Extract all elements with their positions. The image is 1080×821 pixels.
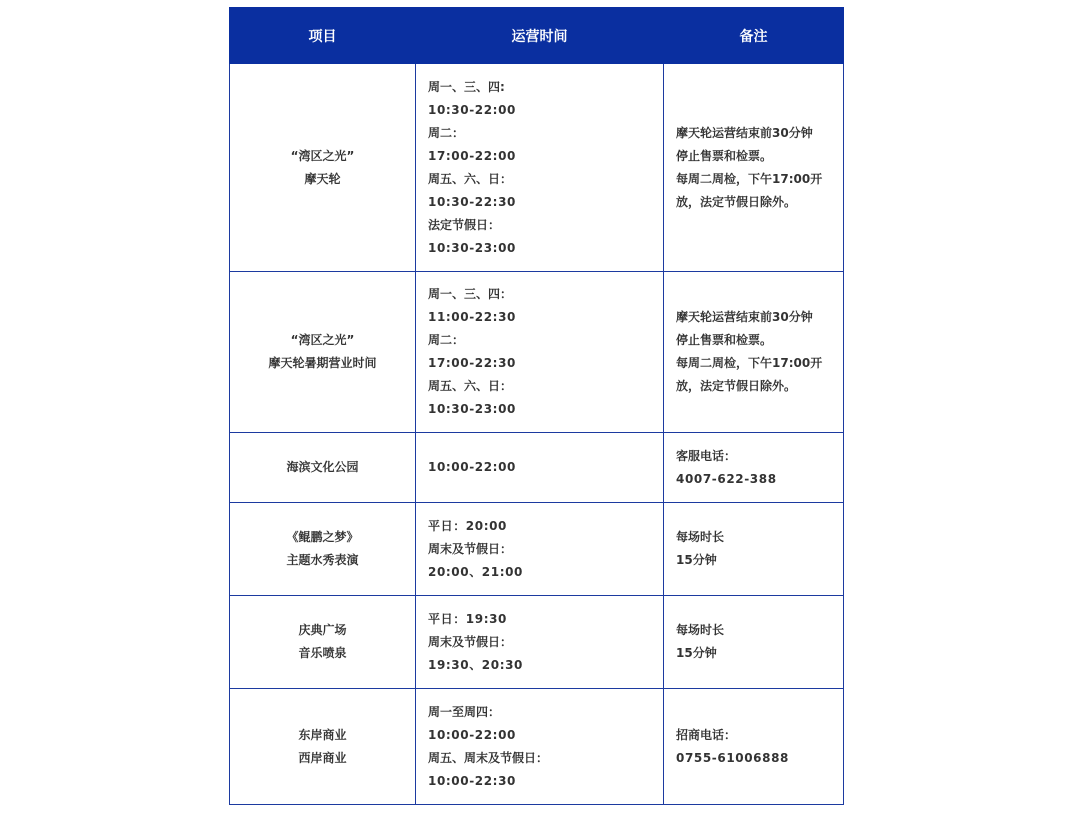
hours-line: 11:00-22:30 <box>428 310 516 324</box>
hours-line: 周末及节假日： <box>428 634 513 649</box>
project-line: 音乐喷泉 <box>298 646 347 660</box>
hours-line: 20:00、21:00 <box>428 564 523 579</box>
hours-cell <box>416 503 664 596</box>
project-cell <box>230 272 416 433</box>
notes-line: 每周二周检，下午17:00开 <box>676 171 823 186</box>
notes-line: 每场时长 <box>676 530 725 544</box>
hours-line: 10:30-22:00 <box>428 102 516 117</box>
notes-line: 摩天轮运营结束前30分钟 <box>676 125 813 140</box>
project-line: 《鲲鹏之梦》 <box>286 530 359 544</box>
notes-cell <box>664 64 844 272</box>
table-row <box>230 272 844 433</box>
project-line: 摩天轮暑期营业时间 <box>268 356 377 370</box>
hours-line: 周一至周四： <box>428 704 501 719</box>
project-cell <box>230 433 416 503</box>
notes-cell <box>664 433 844 503</box>
hours-line: 法定节假日： <box>428 217 501 232</box>
project-line: “湾区之光” <box>290 148 355 163</box>
notes-line: 15分钟 <box>676 553 717 567</box>
project-line: 西岸商业 <box>298 750 347 765</box>
notes-line: 4007-622-388 <box>676 471 777 486</box>
hours-line: 平日：20:00 <box>428 518 507 533</box>
hours-line: 周五、周末及节假日： <box>428 750 549 765</box>
hours-cell <box>416 689 664 805</box>
hours-line: 19:30、20:30 <box>428 657 523 672</box>
hours-line: 17:00-22:30 <box>428 356 516 370</box>
hours-cell <box>416 433 664 503</box>
table-row <box>230 64 844 272</box>
notes-line: 0755-61006888 <box>676 750 789 765</box>
hours-line: 周五、六、日： <box>428 379 513 393</box>
project-line: “湾区之光” <box>290 333 355 347</box>
notes-cell <box>664 596 844 689</box>
notes-line: 停止售票和检票。 <box>676 148 773 163</box>
schedule-table <box>229 7 844 805</box>
hours-line: 周一、三、四： <box>428 287 513 301</box>
hours-line: 周末及节假日： <box>428 541 513 556</box>
hours-line: 10:00-22:30 <box>428 773 516 788</box>
header-project: 项目 <box>230 8 416 64</box>
hours-line: 10:30-23:00 <box>428 402 516 416</box>
hours-line: 周一、三、四: <box>428 79 505 94</box>
project-line: 摩天轮 <box>304 171 341 186</box>
header-hours: 运营时间 <box>416 8 664 64</box>
project-cell <box>230 503 416 596</box>
notes-line: 放，法定节假日除外。 <box>676 379 797 393</box>
hours-line: 10:30-23:00 <box>428 240 516 255</box>
table-row <box>230 689 844 805</box>
notes-line: 15分钟 <box>676 646 717 660</box>
notes-line: 招商电话： <box>676 727 737 742</box>
hours-line: 周二： <box>428 125 465 140</box>
notes-line: 摩天轮运营结束前30分钟 <box>676 310 813 324</box>
project-line: 海滨文化公园 <box>286 460 359 474</box>
project-cell <box>230 596 416 689</box>
hours-line: 17:00-22:00 <box>428 148 516 163</box>
hours-line: 平日：19:30 <box>428 611 507 626</box>
hours-cell <box>416 64 664 272</box>
project-cell <box>230 64 416 272</box>
hours-line: 周五、六、日： <box>428 171 513 186</box>
hours-line: 周二： <box>428 333 465 347</box>
hours-line: 10:30-22:30 <box>428 194 516 209</box>
notes-cell <box>664 689 844 805</box>
notes-line: 停止售票和检票。 <box>676 333 773 347</box>
hours-line: 10:00-22:00 <box>428 727 516 742</box>
project-line: 庆典广场 <box>298 623 347 637</box>
notes-cell <box>664 272 844 433</box>
table-row <box>230 503 844 596</box>
table-row <box>230 433 844 503</box>
header-row <box>230 8 844 64</box>
table-row <box>230 596 844 689</box>
notes-line: 放，法定节假日除外。 <box>676 194 797 209</box>
notes-line: 每场时长 <box>676 623 725 637</box>
project-line: 主题水秀表演 <box>286 553 359 567</box>
hours-cell <box>416 596 664 689</box>
hours-line: 10:00-22:00 <box>428 460 516 474</box>
hours-cell <box>416 272 664 433</box>
notes-cell <box>664 503 844 596</box>
header-notes: 备注 <box>664 8 844 64</box>
notes-line: 每周二周检，下午17:00开 <box>676 356 823 370</box>
project-line: 东岸商业 <box>298 727 347 742</box>
project-cell <box>230 689 416 805</box>
notes-line: 客服电话： <box>676 448 737 463</box>
